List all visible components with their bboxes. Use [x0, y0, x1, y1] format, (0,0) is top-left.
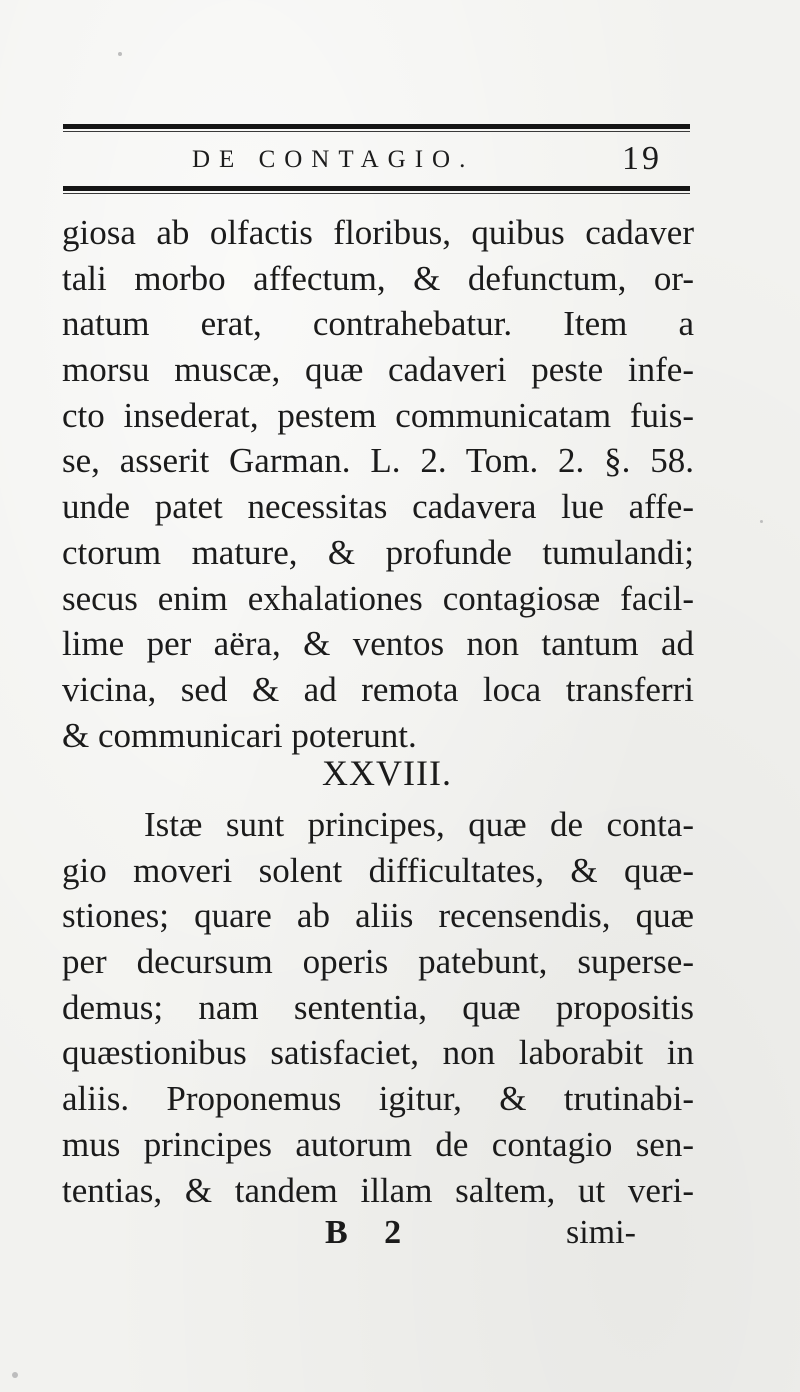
- paragraph-1: [62, 210, 694, 758]
- text-line: aliis. Proponemus igitur, & trutinabi-: [62, 1079, 694, 1119]
- text-line: mus principes autorum de contagio sen-: [62, 1124, 694, 1164]
- text-line: unde patet necessitas cadavera lue affe-: [62, 487, 694, 527]
- running-title: DE CONTAGIO.: [192, 146, 475, 173]
- text-line: ctorum mature, & profunde tumulandi;: [62, 532, 694, 572]
- page-number: 19: [622, 140, 662, 177]
- text-line: morsu muscæ, quæ cadaveri peste infe-: [62, 350, 694, 390]
- text-line: giosa ab olfactis floribus, quibus cadaver: [62, 213, 694, 252]
- text-line: stiones; quare ab aliis recensendis, quæ: [62, 896, 694, 936]
- text-line: Istæ sunt principes, quæ de conta-: [144, 805, 694, 844]
- text-line: se, asserit Garman. L. 2. Tom. 2. §. 58.: [62, 441, 694, 481]
- header-rule-top-thin: [63, 131, 690, 132]
- paper-speck: [12, 1372, 18, 1378]
- text-line: & communicari poterunt.: [62, 715, 417, 755]
- text-line: tentias, & tandem illam saltem, ut veri-: [62, 1170, 694, 1210]
- text-line: cto insederat, pestem communicatam fuis-: [62, 395, 694, 435]
- paper-speck: [118, 52, 122, 56]
- header-rule-top: [63, 124, 690, 129]
- text-line: secus enim exhalationes contagiosæ facil-: [62, 578, 694, 618]
- text-line: tali morbo affectum, & defunctum, or-: [62, 258, 694, 298]
- signature-mark: B 2: [325, 1214, 416, 1251]
- section-number: XXVIII.: [322, 753, 452, 793]
- text-line: gio moveri solent difficultates, & quæ-: [62, 850, 694, 890]
- text-line: lime per aëra, & ventos non tantum ad: [62, 624, 694, 664]
- text-line: quæstionibus satisfaciet, non laborabit in: [62, 1033, 694, 1073]
- paragraph-2: [62, 802, 694, 1213]
- text-line: vicina, sed & ad remota loca transferri: [62, 669, 694, 709]
- text-line: natum erat, contrahebatur. Item a: [62, 304, 694, 344]
- header-rule-bottom-thin: [63, 193, 690, 194]
- header-rule-bottom: [63, 186, 690, 191]
- paper-speck: [760, 520, 763, 523]
- text-line: per decursum operis patebunt, superse-: [62, 942, 694, 982]
- catchword: simi-: [566, 1214, 636, 1251]
- text-line: demus; nam sententia, quæ propositis: [62, 987, 694, 1027]
